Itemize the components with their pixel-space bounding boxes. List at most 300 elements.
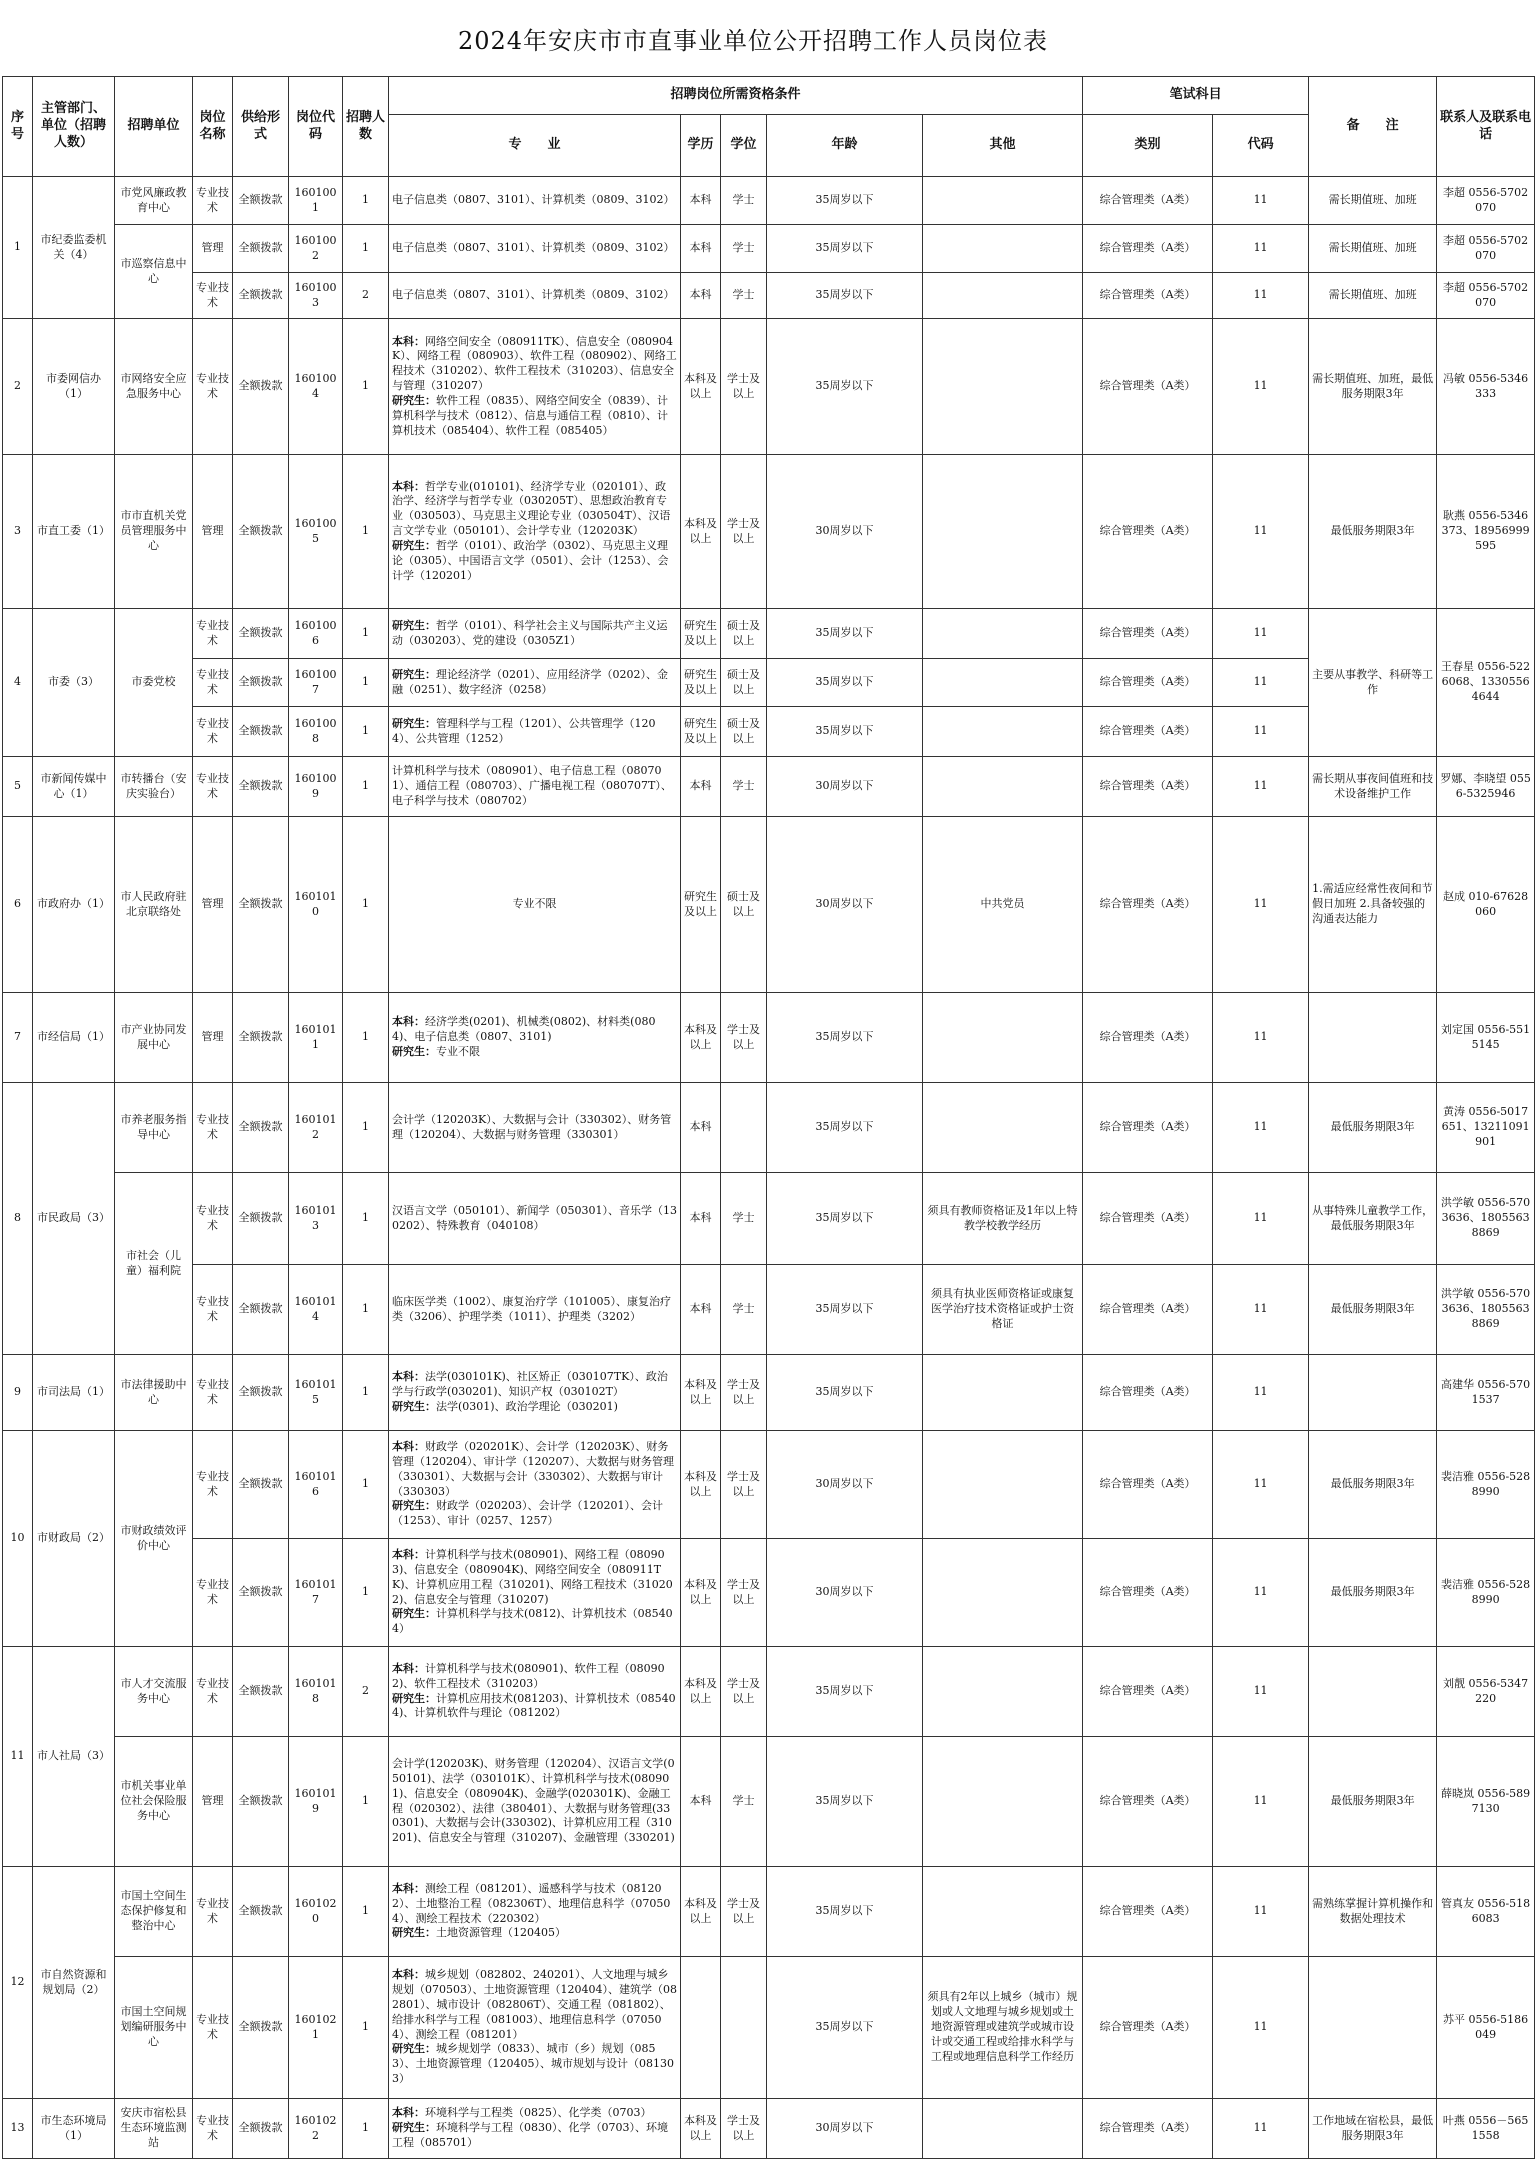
cell-contact: 管真友 0556-5186083 (1437, 1867, 1535, 1957)
cell-other: 中共党员 (923, 817, 1083, 993)
cell-degree: 学士 (721, 757, 767, 817)
table-row (3, 1867, 1535, 1957)
cell-major (389, 319, 681, 455)
cell-age: 35周岁以下 (767, 707, 923, 757)
cell-post: 专业技术 (193, 1083, 233, 1173)
cell-unit: 市养老服务指导中心 (115, 1083, 193, 1173)
cell-degree: 学士及以上 (721, 319, 767, 455)
cell-remark: 1.需适应经常性夜间和节假日加班 2.具备较强的沟通表达能力 (1309, 817, 1437, 993)
cell-seq: 12 (3, 1867, 33, 2099)
cell-num: 1 (343, 1867, 389, 1957)
table-row (3, 659, 1535, 707)
cell-code: 1601019 (289, 1737, 343, 1867)
cell-code: 1601013 (289, 1173, 343, 1265)
table-row (3, 707, 1535, 757)
cell-remark: 需长期值班、加班，最低服务期限3年 (1309, 319, 1437, 455)
cell-major (389, 1957, 681, 2099)
cell-edu: 本科 (681, 225, 721, 273)
cell-exam-code: 11 (1213, 1737, 1309, 1867)
cell-num: 1 (343, 455, 389, 609)
major-undergrad: 哲学专业(010101)、经济学专业（020101）、政治学、经济学与哲学专业（030205T）、思想政治教育专业（030503）、马克思主义理论专业（030504T）、汉语言文学专业（050101）、会计学专业（120203K） (392, 479, 671, 538)
cell-major (389, 2099, 681, 2159)
cell-remark: 最低服务期限3年 (1309, 1737, 1437, 1867)
cell-num: 2 (343, 273, 389, 319)
cell-other (923, 1431, 1083, 1539)
cell-unit: 市法律援助中心 (115, 1355, 193, 1431)
cell-code: 1601003 (289, 273, 343, 319)
header-remark: 备 注 (1309, 77, 1437, 177)
cell-degree: 硕士及以上 (721, 707, 767, 757)
table-row (3, 273, 1535, 319)
table-row (3, 1173, 1535, 1265)
cell-remark: 最低服务期限3年 (1309, 1539, 1437, 1647)
cell-exam-code: 11 (1213, 319, 1309, 455)
cell-edu: 研究生及以上 (681, 659, 721, 707)
header-major: 专 业 (389, 115, 681, 177)
cell-edu: 本科及以上 (681, 1867, 721, 1957)
cell-major: 电子信息类（0807、3101）、计算机类（0809、3102） (389, 273, 681, 319)
cell-exam-type: 综合管理类（A类） (1083, 1083, 1213, 1173)
major-label-grad: 研究生： (392, 538, 436, 552)
cell-age: 35周岁以下 (767, 273, 923, 319)
cell-remark: 最低服务期限3年 (1309, 1083, 1437, 1173)
cell-code: 1601010 (289, 817, 343, 993)
major-undergrad: 财政学（020201K）、会计学（120203K）、财务管理（120204）、审计学（120207）、大数据与财务管理（330301）、大数据与会计（330302）、大数据与审计（330303） (392, 1439, 674, 1498)
cell-fund: 全额拨款 (233, 273, 289, 319)
table-row (3, 1539, 1535, 1647)
cell-unit: 市人民政府驻北京联络处 (115, 817, 193, 993)
table-row (3, 177, 1535, 225)
cell-num: 1 (343, 1431, 389, 1539)
cell-contact: 黄涛 0556-5017651、13211091901 (1437, 1083, 1535, 1173)
cell-dept: 市直工委（1） (33, 455, 115, 609)
cell-exam-code: 11 (1213, 1083, 1309, 1173)
cell-code: 1601020 (289, 1867, 343, 1957)
cell-major: 会计学（120203K）、大数据与会计（330302）、财务管理（120204）、大数据与财务管理（330301） (389, 1083, 681, 1173)
cell-other: 须具有2年以上城乡（城市）规划或人文地理与城乡规划或土地资源管理或建筑学或城市设计或交通工程或给排水科学与工程或地理信息科学工作经历 (923, 1957, 1083, 2099)
cell-age: 35周岁以下 (767, 1867, 923, 1957)
major-grad: 城乡规划学（0833）、城市（乡）规划（0853）、土地资源管理（120405）、城市规划与设计（081303） (392, 2042, 674, 2086)
cell-num: 1 (343, 1265, 389, 1355)
cell-edu: 研究生及以上 (681, 609, 721, 659)
cell-other (923, 1737, 1083, 1867)
cell-exam-type: 综合管理类（A类） (1083, 1957, 1213, 2099)
cell-fund: 全额拨款 (233, 1431, 289, 1539)
cell-code: 1601002 (289, 225, 343, 273)
cell-post: 专业技术 (193, 1355, 233, 1431)
cell-num: 1 (343, 1737, 389, 1867)
header-post-name: 岗位名称 (193, 77, 233, 177)
cell-post: 管理 (193, 455, 233, 609)
cell-exam-code: 11 (1213, 1647, 1309, 1737)
cell-fund: 全额拨款 (233, 1867, 289, 1957)
cell-remark: 主要从事教学、科研等工作 (1309, 609, 1437, 757)
cell-num: 1 (343, 319, 389, 455)
table-row (3, 455, 1535, 609)
cell-fund: 全额拨款 (233, 993, 289, 1083)
cell-exam-code: 11 (1213, 1957, 1309, 2099)
major-grad: 计算机应用技术(081203)、计算机技术（085404)、计算机软件与理论（081202） (392, 1691, 676, 1720)
major-label-undergrad: 本科： (392, 1968, 425, 1982)
major-label-grad: 研究生： (392, 1691, 436, 1705)
cell-code: 1601004 (289, 319, 343, 455)
cell-exam-code: 11 (1213, 1431, 1309, 1539)
cell-major (389, 1355, 681, 1431)
major-grad: 管理科学与工程（1201）、公共管理学（1204）、公共管理（1252） (392, 716, 656, 745)
cell-edu: 本科 (681, 1265, 721, 1355)
major-label-grad: 研究生： (392, 1044, 436, 1058)
cell-dept: 市司法局（1） (33, 1355, 115, 1431)
major-grad: 法学(0301)、政治学理论（030201) (436, 1399, 618, 1413)
major-label-undergrad: 本科： (392, 1547, 425, 1561)
major-undergrad: 法学(030101K)、社区矫正（030107TK）、政治学与行政学(030201)、知识产权（030102T） (392, 1370, 668, 1399)
cell-degree: 硕士及以上 (721, 609, 767, 659)
cell-degree: 学士 (721, 1737, 767, 1867)
cell-contact: 罗娜、李晓望 0556-5325946 (1437, 757, 1535, 817)
cell-exam-code: 11 (1213, 757, 1309, 817)
cell-seq: 7 (3, 993, 33, 1083)
cell-dept: 市人社局（3） (33, 1647, 115, 1867)
table-row (3, 1957, 1535, 2099)
major-label-grad: 研究生： (392, 1926, 436, 1940)
cell-post: 专业技术 (193, 757, 233, 817)
cell-post: 专业技术 (193, 2099, 233, 2159)
cell-age: 35周岁以下 (767, 659, 923, 707)
cell-other (923, 1647, 1083, 1737)
cell-contact: 高建华 0556-5701537 (1437, 1355, 1535, 1431)
table-row (3, 817, 1535, 993)
cell-remark: 需长期值班、加班 (1309, 177, 1437, 225)
cell-edu: 本科及以上 (681, 1431, 721, 1539)
cell-unit: 市社会（儿童）福利院 (115, 1173, 193, 1355)
table-row (3, 1647, 1535, 1737)
major-undergrad: 城乡规划（082802、240201）、人文地理与城乡规划（070503）、土地资源管理（120404）、建筑学（082801）、城市设计（082806T）、交通工程（081802）、给排水科学与工程（081003）、地理信息科学（070504）、测绘工程（081201） (392, 1968, 677, 2041)
cell-edu (681, 1957, 721, 2099)
cell-fund: 全额拨款 (233, 1355, 289, 1431)
cell-code: 1601021 (289, 1957, 343, 2099)
major-grad: 计算机科学与技术(0812)、计算机技术（085404） (392, 1607, 673, 1636)
cell-exam-type: 综合管理类（A类） (1083, 1355, 1213, 1431)
major-label-grad: 研究生： (392, 667, 436, 681)
cell-seq: 8 (3, 1083, 33, 1355)
major-grad: 财政学（020203）、会计学（120201）、会计（1253）、审计（0257、1257） (392, 1499, 663, 1528)
cell-age: 30周岁以下 (767, 455, 923, 609)
cell-fund: 全额拨款 (233, 1647, 289, 1737)
cell-exam-code: 11 (1213, 817, 1309, 993)
major-undergrad: 环境科学与工程类（0825）、化学类（0703） (425, 2106, 652, 2120)
header-exam-type: 类别 (1083, 115, 1213, 177)
cell-age: 35周岁以下 (767, 1737, 923, 1867)
cell-exam-type: 综合管理类（A类） (1083, 1867, 1213, 1957)
cell-fund: 全额拨款 (233, 757, 289, 817)
cell-edu: 本科及以上 (681, 2099, 721, 2159)
cell-fund: 全额拨款 (233, 1737, 289, 1867)
cell-dept: 市新闻传媒中心（1） (33, 757, 115, 817)
cell-code: 1601017 (289, 1539, 343, 1647)
cell-degree: 学士 (721, 177, 767, 225)
cell-remark: 从事特殊儿童教学工作，最低服务期限3年 (1309, 1173, 1437, 1265)
cell-degree: 学士 (721, 273, 767, 319)
cell-dept: 市民政局（3） (33, 1083, 115, 1355)
cell-num: 1 (343, 225, 389, 273)
cell-other (923, 225, 1083, 273)
cell-exam-type: 综合管理类（A类） (1083, 659, 1213, 707)
cell-post: 专业技术 (193, 1867, 233, 1957)
cell-major (389, 1431, 681, 1539)
cell-code: 1601009 (289, 757, 343, 817)
cell-degree (721, 1957, 767, 2099)
cell-major: 会计学(120203K)、财务管理（120204）、汉语言文学(050101)、法学（030101K）、计算机科学与技术(080901)、信息安全（080904K)、金融学(020301K)、金融工程（020302）、法律（380401）、大数据与财务管理(330301)、大数据与会计(330302)、计算机应用工程（310201)、信息安全与管理（310207)、金融管理（330201) (389, 1737, 681, 1867)
major-label-grad: 研究生： (392, 1499, 436, 1513)
cell-age: 30周岁以下 (767, 1539, 923, 1647)
cell-age: 35周岁以下 (767, 1957, 923, 2099)
cell-exam-type: 综合管理类（A类） (1083, 757, 1213, 817)
cell-post: 专业技术 (193, 177, 233, 225)
cell-other (923, 319, 1083, 455)
cell-contact: 李超 0556-5702070 (1437, 225, 1535, 273)
header-funding: 供给形式 (233, 77, 289, 177)
cell-fund: 全额拨款 (233, 817, 289, 993)
cell-edu: 本科 (681, 757, 721, 817)
cell-degree: 学士及以上 (721, 1647, 767, 1737)
cell-degree: 硕士及以上 (721, 659, 767, 707)
cell-degree: 硕士及以上 (721, 817, 767, 993)
cell-contact: 冯敏 0556-5346333 (1437, 319, 1535, 455)
major-undergrad: 计算机科学与技术(080901)、网络工程（080903)、信息安全（080904K)、网络空间安全（080911TK)、计算机应用工程（310201)、网络工程技术（310202)、信息安全与管理（310207) (392, 1547, 673, 1606)
cell-seq: 10 (3, 1431, 33, 1647)
cell-other (923, 1539, 1083, 1647)
cell-contact: 赵成 010-67628060 (1437, 817, 1535, 993)
cell-remark: 最低服务期限3年 (1309, 1431, 1437, 1539)
cell-degree: 学士 (721, 225, 767, 273)
major-label-undergrad: 本科： (392, 2106, 425, 2120)
cell-dept: 市委网信办（1） (33, 319, 115, 455)
cell-code: 1601015 (289, 1355, 343, 1431)
major-grad: 土地资源管理（120405） (436, 1926, 566, 1940)
cell-other (923, 273, 1083, 319)
header-exam-code: 代码 (1213, 115, 1309, 177)
cell-edu: 本科及以上 (681, 455, 721, 609)
cell-edu: 本科及以上 (681, 1355, 721, 1431)
cell-age: 35周岁以下 (767, 225, 923, 273)
cell-code: 1601014 (289, 1265, 343, 1355)
cell-code: 1601011 (289, 993, 343, 1083)
header-edu: 学历 (681, 115, 721, 177)
cell-other (923, 1867, 1083, 1957)
cell-degree (721, 1083, 767, 1173)
cell-code: 1601008 (289, 707, 343, 757)
cell-contact: 裴洁雅 0556-5288990 (1437, 1431, 1535, 1539)
cell-edu: 研究生及以上 (681, 817, 721, 993)
cell-degree: 学士 (721, 1173, 767, 1265)
cell-exam-type: 综合管理类（A类） (1083, 177, 1213, 225)
cell-major (389, 1867, 681, 1957)
cell-fund: 全额拨款 (233, 225, 289, 273)
cell-fund: 全额拨款 (233, 2099, 289, 2159)
cell-fund: 全额拨款 (233, 1957, 289, 2099)
cell-major (389, 707, 681, 757)
cell-post: 专业技术 (193, 273, 233, 319)
cell-remark (1309, 993, 1437, 1083)
major-grad: 哲学（0101）、科学社会主义与国际共产主义运动（030203）、党的建设（0305Z1） (392, 618, 668, 647)
table-row (3, 1431, 1535, 1539)
table-row (3, 609, 1535, 659)
cell-unit: 市转播台（安庆实验台） (115, 757, 193, 817)
cell-exam-code: 11 (1213, 1265, 1309, 1355)
cell-remark (1309, 1355, 1437, 1431)
cell-num: 1 (343, 707, 389, 757)
cell-unit: 市国土空间规划编研服务中心 (115, 1957, 193, 2099)
cell-age: 35周岁以下 (767, 1083, 923, 1173)
cell-exam-code: 11 (1213, 609, 1309, 659)
cell-degree: 学士及以上 (721, 1431, 767, 1539)
cell-num: 1 (343, 659, 389, 707)
cell-age: 35周岁以下 (767, 1647, 923, 1737)
cell-other (923, 993, 1083, 1083)
cell-code: 1601007 (289, 659, 343, 707)
cell-other (923, 609, 1083, 659)
cell-seq: 11 (3, 1647, 33, 1867)
cell-remark: 需长期从事夜间值班和技术设备维护工作 (1309, 757, 1437, 817)
cell-post: 专业技术 (193, 707, 233, 757)
cell-post: 专业技术 (193, 609, 233, 659)
cell-exam-type: 综合管理类（A类） (1083, 609, 1213, 659)
cell-age: 35周岁以下 (767, 319, 923, 455)
cell-num: 1 (343, 177, 389, 225)
cell-exam-type: 综合管理类（A类） (1083, 1265, 1213, 1355)
cell-fund: 全额拨款 (233, 319, 289, 455)
cell-post: 专业技术 (193, 659, 233, 707)
cell-age: 35周岁以下 (767, 609, 923, 659)
cell-unit: 市人才交流服务中心 (115, 1647, 193, 1737)
table-row (3, 1355, 1535, 1431)
cell-major: 专业不限 (389, 817, 681, 993)
cell-remark: 需长期值班、加班 (1309, 273, 1437, 319)
header-degree: 学位 (721, 115, 767, 177)
cell-contact: 王春星 0556-5226068、13305564644 (1437, 609, 1535, 757)
table-row (3, 1083, 1535, 1173)
major-undergrad: 经济学类(0201)、机械类(0802)、材料类(0804)、电子信息类（0807、3101) (392, 1015, 656, 1044)
cell-unit: 市财政绩效评价中心 (115, 1431, 193, 1647)
cell-exam-code: 11 (1213, 2099, 1309, 2159)
cell-other (923, 177, 1083, 225)
cell-edu: 本科及以上 (681, 319, 721, 455)
cell-exam-code: 11 (1213, 455, 1309, 609)
cell-contact: 洪学敏 0556-5703636、18055638869 (1437, 1265, 1535, 1355)
cell-major: 计算机科学与技术（080901）、电子信息工程（080701）、通信工程（080703）、广播电视工程（080707T）、电子科学与技术（080702） (389, 757, 681, 817)
cell-fund: 全额拨款 (233, 609, 289, 659)
table-row (3, 1737, 1535, 1867)
cell-post: 管理 (193, 993, 233, 1083)
cell-remark: 工作地域在宿松县，最低服务期限3年 (1309, 2099, 1437, 2159)
major-label-grad: 研究生： (392, 1607, 436, 1621)
cell-dept: 市经信局（1） (33, 993, 115, 1083)
page-title: 2024年安庆市市直事业单位公开招聘工作人员岗位表 (457, 26, 1049, 55)
cell-unit: 市国土空间生态保护修复和整治中心 (115, 1867, 193, 1957)
major-label-grad: 研究生： (392, 618, 436, 632)
cell-age: 35周岁以下 (767, 993, 923, 1083)
cell-num: 1 (343, 1539, 389, 1647)
major-label-grad: 研究生： (392, 1399, 436, 1413)
cell-dept: 市纪委监委机关（4） (33, 177, 115, 319)
cell-other (923, 757, 1083, 817)
cell-contact: 裴洁雅 0556-5288990 (1437, 1539, 1535, 1647)
cell-exam-code: 11 (1213, 659, 1309, 707)
cell-num: 1 (343, 609, 389, 659)
cell-dept: 市政府办（1） (33, 817, 115, 993)
cell-remark: 需长期值班、加班 (1309, 225, 1437, 273)
cell-degree: 学士及以上 (721, 455, 767, 609)
cell-code: 1601005 (289, 455, 343, 609)
cell-post: 管理 (193, 225, 233, 273)
cell-exam-code: 11 (1213, 1867, 1309, 1957)
cell-age: 35周岁以下 (767, 1355, 923, 1431)
cell-unit: 市市直机关党员管理服务中心 (115, 455, 193, 609)
cell-contact: 李超 0556-5702070 (1437, 177, 1535, 225)
header-unit: 招聘单位 (115, 77, 193, 177)
cell-post: 管理 (193, 1737, 233, 1867)
cell-code: 1601022 (289, 2099, 343, 2159)
cell-contact: 叶燕 0556－5651558 (1437, 2099, 1535, 2159)
cell-exam-code: 11 (1213, 707, 1309, 757)
cell-exam-code: 11 (1213, 1355, 1309, 1431)
cell-dept: 市财政局（2） (33, 1431, 115, 1647)
header-conditions: 招聘岗位所需资格条件 (389, 77, 1083, 115)
cell-exam-type: 综合管理类（A类） (1083, 1173, 1213, 1265)
cell-edu: 本科 (681, 1083, 721, 1173)
cell-remark: 需熟练掌握计算机操作和数据处理技术 (1309, 1867, 1437, 1957)
table-row (3, 993, 1535, 1083)
cell-post: 专业技术 (193, 319, 233, 455)
cell-post: 专业技术 (193, 1431, 233, 1539)
cell-major: 临床医学类（1002）、康复治疗学（101005）、康复治疗类（3206）、护理学类（1011）、护理类（3202） (389, 1265, 681, 1355)
cell-code: 1601001 (289, 177, 343, 225)
cell-major: 汉语言文学（050101）、新闻学（050301）、音乐学（130202）、特殊教育（040108） (389, 1173, 681, 1265)
cell-code: 1601006 (289, 609, 343, 659)
cell-unit: 市党风廉政教育中心 (115, 177, 193, 225)
cell-seq: 6 (3, 817, 33, 993)
cell-fund: 全额拨款 (233, 1173, 289, 1265)
cell-unit: 市机关事业单位社会保险服务中心 (115, 1737, 193, 1867)
cell-num: 1 (343, 993, 389, 1083)
cell-seq: 3 (3, 455, 33, 609)
cell-major (389, 993, 681, 1083)
cell-contact: 薛晓岚 0556-5897130 (1437, 1737, 1535, 1867)
cell-seq: 2 (3, 319, 33, 455)
major-label-grad: 研究生： (392, 2121, 436, 2135)
major-label-undergrad: 本科： (392, 334, 425, 348)
cell-fund: 全额拨款 (233, 455, 289, 609)
major-label-undergrad: 本科： (392, 1439, 425, 1453)
major-grad: 理论经济学（0201）、应用经济学（0202）、金融（0251）、数字经济（0258） (392, 667, 668, 696)
table-row (3, 757, 1535, 817)
cell-exam-type: 综合管理类（A类） (1083, 319, 1213, 455)
major-undergrad: 网络空间安全（080911TK）、信息安全（080904K）、网络工程（080903）、软件工程（080902）、网络工程技术（310202）、软件工程技术（310203）、信息安全与管理（310207） (392, 334, 677, 393)
cell-remark (1309, 1957, 1437, 2099)
cell-exam-type: 综合管理类（A类） (1083, 1539, 1213, 1647)
table-row (3, 2099, 1535, 2159)
cell-major (389, 609, 681, 659)
cell-num: 1 (343, 757, 389, 817)
major-undergrad: 计算机科学与技术(080901)、软件工程（080902)、软件工程技术（310203） (392, 1661, 665, 1690)
major-label-undergrad: 本科： (392, 1661, 425, 1675)
cell-unit: 市网络安全应急服务中心 (115, 319, 193, 455)
major-label-grad: 研究生： (392, 716, 436, 730)
cell-exam-code: 11 (1213, 1173, 1309, 1265)
cell-unit: 安庆市宿松县生态环境监测站 (115, 2099, 193, 2159)
cell-major (389, 1539, 681, 1647)
cell-post: 专业技术 (193, 1647, 233, 1737)
